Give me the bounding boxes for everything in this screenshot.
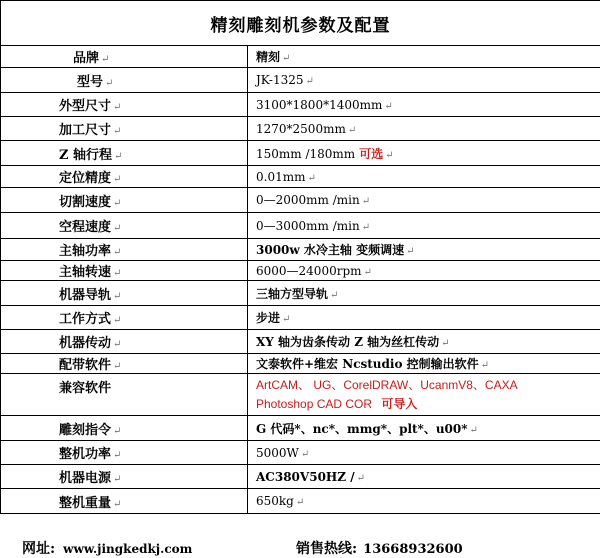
paragraph-mark-icon: ↵ — [113, 498, 122, 510]
paragraph-mark-icon: ↵ — [363, 266, 372, 278]
spec-value-cell — [248, 441, 600, 465]
spec-value-cell — [248, 93, 600, 117]
spec-value-cell — [248, 239, 600, 261]
paragraph-mark-icon: ↵ — [305, 76, 314, 87]
spec-label-cell — [1, 374, 248, 416]
spec-value: 三轴方型导轨 — [256, 286, 329, 301]
spec-label-cell — [1, 141, 248, 166]
table-row — [1, 306, 600, 330]
paragraph-mark-icon: ↵ — [330, 289, 339, 301]
spec-label-cell — [1, 213, 248, 239]
spec-label-cell — [1, 281, 248, 306]
spec-value: 150mm /180mm — [256, 146, 356, 161]
hotline-info — [296, 538, 463, 558]
table-row — [1, 68, 600, 93]
paragraph-mark-icon: ↵ — [113, 339, 122, 350]
paragraph-mark-icon: ↵ — [113, 268, 122, 279]
compat-software-line-1: ArtCAM、 UG、CorelDRAW、UcanmV8、CAXA — [256, 377, 518, 392]
spec-label: 配带软件 — [59, 358, 112, 373]
spec-value-cell — [248, 416, 600, 441]
spec-value-cell — [248, 330, 600, 354]
spec-label: 机器电源 — [59, 471, 112, 486]
spec-value-cell — [248, 46, 600, 68]
spec-value: 精刻 — [256, 50, 281, 64]
spec-label-cell — [1, 441, 248, 465]
spec-value-cell — [248, 141, 600, 166]
paragraph-mark-icon: ↵ — [480, 360, 490, 371]
spec-label: 整机重量 — [59, 495, 112, 511]
paragraph-mark-icon: ↵ — [113, 247, 122, 258]
table-row — [1, 489, 600, 514]
spec-label-cell — [1, 117, 248, 141]
spec-label-cell — [1, 188, 248, 213]
spec-value-cell — [248, 489, 600, 514]
spec-value-cell — [248, 68, 600, 93]
paragraph-mark-icon: ↵ — [113, 474, 122, 485]
spec-value-cell — [248, 281, 600, 306]
table-row — [1, 441, 600, 465]
paragraph-mark-icon: ↵ — [469, 424, 478, 436]
paragraph-mark-icon: ↵ — [113, 102, 122, 113]
spec-label-cell — [1, 261, 248, 281]
spec-value: 6000—24000rpm — [256, 263, 362, 278]
table-row — [1, 46, 600, 68]
spec-label-cell — [1, 68, 248, 93]
table-row — [1, 166, 600, 188]
table-row — [1, 281, 600, 306]
title-row — [1, 1, 600, 46]
spec-label: 加工尺寸 — [59, 123, 112, 138]
paragraph-mark-icon: ↵ — [385, 149, 394, 161]
table-row — [1, 465, 600, 489]
spec-value: XY 轴为齿条传动 Z 轴为丝杠传动 — [256, 335, 440, 349]
table-row — [1, 330, 600, 354]
website-url: www.jingkedkj.com — [63, 542, 193, 556]
paragraph-mark-icon: ↵ — [307, 172, 316, 184]
spec-label: 主轴功率 — [59, 244, 112, 259]
spec-label: 定位精度 — [59, 171, 112, 186]
table-row — [1, 213, 600, 239]
spec-value-cell — [248, 465, 600, 489]
paragraph-mark-icon: ↵ — [113, 425, 122, 437]
table-row — [1, 354, 600, 374]
spec-label: 外型尺寸 — [59, 99, 112, 114]
paragraph-mark-icon: ↵ — [113, 450, 122, 461]
paragraph-mark-icon: ↵ — [295, 497, 305, 508]
table-row — [1, 93, 600, 117]
table-row — [1, 374, 600, 416]
paragraph-mark-icon: ↵ — [113, 197, 122, 209]
paragraph-mark-icon: ↵ — [113, 223, 122, 234]
compat-import-note: 可导入 — [381, 396, 418, 411]
spec-value: 0.01mm — [256, 169, 306, 184]
paragraph-mark-icon: ↵ — [105, 77, 114, 89]
spec-value: 5000W — [256, 445, 299, 460]
spec-value-cell — [248, 166, 600, 188]
spec-value: AC380V50HZ / — [256, 469, 355, 484]
spec-label: 机器导轨 — [59, 287, 112, 303]
paragraph-mark-icon: ↵ — [113, 174, 122, 185]
paragraph-mark-icon: ↵ — [384, 100, 393, 112]
paragraph-mark-icon: ↵ — [406, 246, 415, 257]
paragraph-mark-icon: ↵ — [113, 126, 122, 137]
paragraph-mark-icon: ↵ — [282, 53, 291, 64]
table-row — [1, 141, 600, 166]
spec-label-cell — [1, 46, 248, 68]
compat-software-line-2 — [256, 395, 600, 414]
paragraph-mark-icon: ↵ — [361, 196, 371, 207]
spec-label: 雕刻指令 — [59, 422, 112, 438]
spec-label: 型号 — [77, 74, 104, 90]
paragraph-mark-icon: ↵ — [361, 221, 371, 233]
spec-label-cell — [1, 306, 248, 330]
hotline-label: 销售热线: — [296, 541, 358, 557]
table-row — [1, 261, 600, 281]
website-info — [22, 538, 192, 558]
spec-value: 3000w 水冷主轴 变频调速 — [256, 243, 405, 257]
spec-value-cell — [248, 306, 600, 330]
spec-value-cell — [248, 261, 600, 281]
spec-label-cell — [1, 465, 248, 489]
hotline-number: 13668932600 — [363, 542, 463, 557]
paragraph-mark-icon: ↵ — [101, 54, 110, 65]
table-row — [1, 188, 600, 213]
spec-label-cell — [1, 489, 248, 514]
table-title: 精刻雕刻机参数及配置 — [1, 1, 600, 46]
spec-label-cell — [1, 330, 248, 354]
paragraph-mark-icon: ↵ — [282, 314, 291, 325]
spec-value-cell — [248, 374, 600, 416]
spec-value: 文泰软件+维宏 Ncstudio 控制输出软件 — [256, 357, 479, 371]
spec-value: 650kg — [256, 494, 294, 508]
paragraph-mark-icon: ↵ — [113, 361, 122, 372]
table-row — [1, 239, 600, 261]
paragraph-mark-icon: ↵ — [114, 150, 123, 162]
spec-label: 整机功率 — [59, 447, 112, 462]
spec-value: G 代码*、nc*、mmg*、plt*、u00* — [256, 421, 468, 436]
table-row — [1, 117, 600, 141]
paragraph-mark-icon: ↵ — [347, 124, 357, 136]
spec-label-cell — [1, 166, 248, 188]
spec-value-cell — [248, 213, 600, 239]
spec-label: 品牌 — [73, 51, 100, 66]
paragraph-mark-icon: ↵ — [441, 338, 450, 349]
footer — [0, 533, 600, 558]
spec-value: 1270*2500mm — [256, 121, 346, 136]
spec-label: 空程速度 — [59, 220, 112, 235]
spec-label: 兼容软件 — [59, 381, 112, 396]
spec-label-cell — [1, 354, 248, 374]
spec-label-cell — [1, 93, 248, 117]
spec-value-cell — [248, 117, 600, 141]
spec-label-cell — [1, 416, 248, 441]
spec-value: 0—2000mm /min — [256, 193, 360, 207]
website-label: 网址: — [22, 541, 56, 557]
paragraph-mark-icon: ↵ — [356, 472, 365, 484]
spec-value-cell — [248, 188, 600, 213]
spec-label: 机器传动 — [59, 336, 112, 351]
spec-value: 0—3000mm /min — [256, 218, 360, 233]
spec-label: Z 轴行程 — [59, 147, 113, 163]
spec-label: 工作方式 — [59, 312, 112, 327]
spec-value: 步进 — [256, 311, 281, 325]
spec-label: 主轴转速 — [59, 265, 112, 280]
spec-label-cell — [1, 239, 248, 261]
spec-value: JK-1325 — [256, 73, 304, 87]
paragraph-mark-icon: ↵ — [113, 290, 122, 302]
paragraph-mark-icon: ↵ — [300, 448, 310, 460]
table-row — [1, 416, 600, 441]
paragraph-mark-icon: ↵ — [113, 315, 122, 326]
compat-software-text: Photoshop CAD COR — [256, 396, 376, 411]
spec-label: 切割速度 — [59, 194, 112, 210]
spec-value-cell — [248, 354, 600, 374]
spec-value-highlight: 可选 — [359, 146, 384, 161]
spec-value: 3100*1800*1400mm — [256, 97, 383, 112]
